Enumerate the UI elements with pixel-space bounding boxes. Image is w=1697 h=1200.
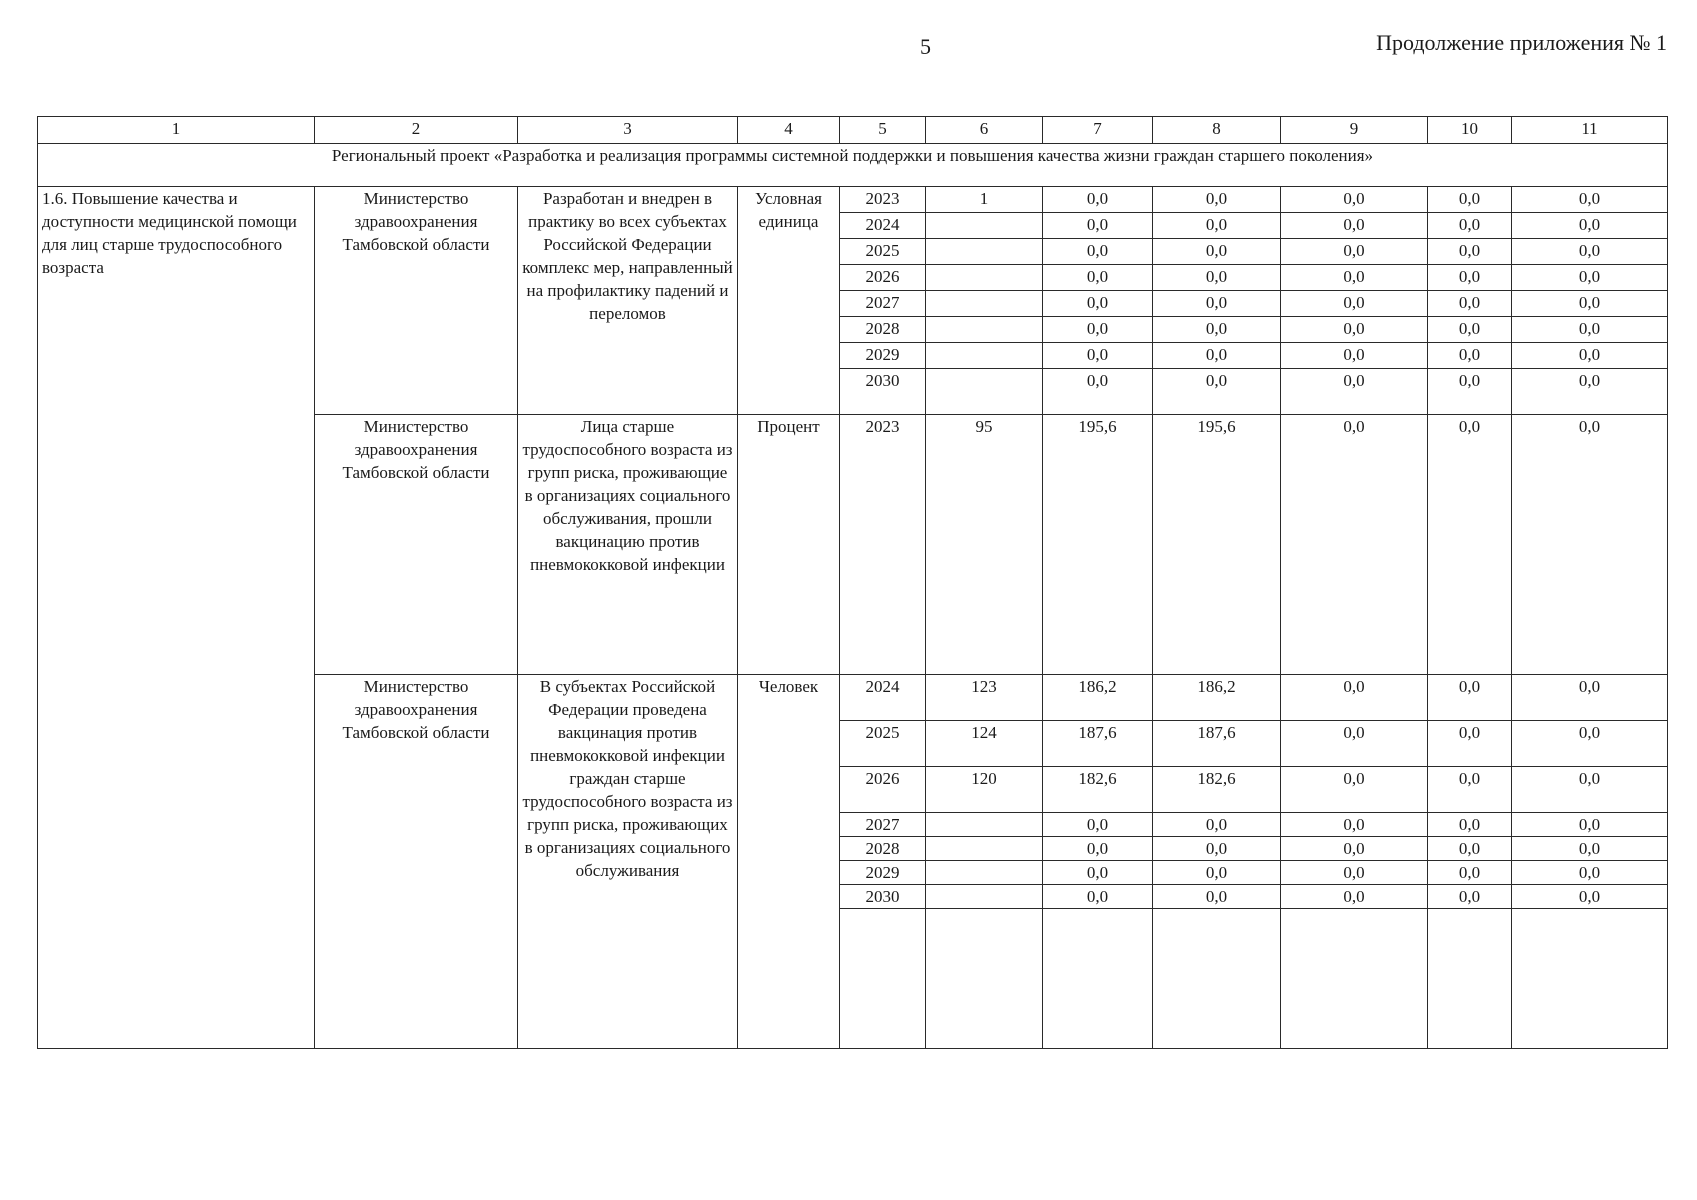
amount-cell: 186,2: [1043, 675, 1153, 721]
amount-cell: 0,0: [1281, 885, 1428, 909]
amount-cell: 0,0: [1281, 291, 1428, 317]
amount-cell: 0,0: [1512, 343, 1668, 369]
amount-cell: 0,0: [1428, 813, 1512, 837]
column-header: 2: [315, 117, 518, 144]
amount-cell: 0,0: [1512, 317, 1668, 343]
year-cell: 2030: [840, 369, 926, 415]
amount-cell: 0,0: [1281, 415, 1428, 675]
amount-cell: 0,0: [1428, 767, 1512, 813]
amount-cell: 0,0: [1281, 317, 1428, 343]
amount-cell: 0,0: [1512, 767, 1668, 813]
unit-cell: Процент: [738, 415, 840, 675]
executor-cell: Министерство здравоохранения Тамбовской области: [315, 675, 518, 1049]
value-cell: [926, 813, 1043, 837]
value-cell: [926, 343, 1043, 369]
year-cell: 2023: [840, 187, 926, 213]
appendix-note: Продолжение приложения № 1: [1376, 30, 1667, 55]
amount-cell: 187,6: [1153, 721, 1281, 767]
amount-cell: 186,2: [1153, 675, 1281, 721]
amount-cell: 0,0: [1153, 813, 1281, 837]
value-cell: [926, 239, 1043, 265]
amount-cell: 0,0: [1281, 239, 1428, 265]
result-cell: Разработан и внедрен в практику во всех субъектах Российской Федерации комплекс мер, направленный на профилактику падений и переломов: [518, 187, 738, 415]
amount-cell: 0,0: [1153, 861, 1281, 885]
year-cell: 2026: [840, 767, 926, 813]
value-cell: [926, 317, 1043, 343]
year-cell: 2029: [840, 861, 926, 885]
empty-cell: [1153, 909, 1281, 1049]
amount-cell: 0,0: [1512, 213, 1668, 239]
amount-cell: 0,0: [1043, 885, 1153, 909]
result-cell: В субъектах Российской Федерации проведена вакцинация против пневмококковой инфекции граждан старше трудоспособного возраста из групп риска, проживающих в организациях социального обслуживания: [518, 675, 738, 1049]
amount-cell: 0,0: [1281, 837, 1428, 861]
amount-cell: 0,0: [1512, 187, 1668, 213]
amount-cell: 0,0: [1428, 675, 1512, 721]
empty-cell: [1512, 909, 1668, 1049]
amount-cell: 0,0: [1281, 813, 1428, 837]
amount-cell: 0,0: [1281, 861, 1428, 885]
amount-cell: 0,0: [1512, 885, 1668, 909]
amount-cell: 0,0: [1428, 317, 1512, 343]
amount-cell: 0,0: [1512, 721, 1668, 767]
column-header: 9: [1281, 117, 1428, 144]
amount-cell: 0,0: [1153, 265, 1281, 291]
amount-cell: 0,0: [1153, 317, 1281, 343]
project-title-row: [38, 144, 1668, 187]
amount-cell: 0,0: [1281, 767, 1428, 813]
amount-cell: 0,0: [1281, 187, 1428, 213]
project-title: Региональный проект «Разработка и реализация программы системной поддержки и повышения качества жизни граждан старшего поколения»: [38, 144, 1668, 187]
value-cell: [926, 861, 1043, 885]
amount-cell: 0,0: [1043, 369, 1153, 415]
amount-cell: 0,0: [1153, 187, 1281, 213]
amount-cell: 0,0: [1428, 721, 1512, 767]
column-header: 7: [1043, 117, 1153, 144]
amount-cell: 0,0: [1153, 291, 1281, 317]
value-cell: 120: [926, 767, 1043, 813]
measure-name: 1.6. Повышение качества и доступности медицинской помощи для лиц старше трудоспособного возраста: [38, 187, 315, 1049]
year-cell: 2025: [840, 239, 926, 265]
amount-cell: 0,0: [1043, 317, 1153, 343]
amount-cell: 0,0: [1512, 415, 1668, 675]
amount-cell: 0,0: [1512, 675, 1668, 721]
column-header: 4: [738, 117, 840, 144]
table-row: [38, 187, 1668, 213]
amount-cell: 0,0: [1281, 265, 1428, 291]
empty-cell: [1428, 909, 1512, 1049]
empty-cell: [1281, 909, 1428, 1049]
amount-cell: 0,0: [1428, 187, 1512, 213]
amount-cell: 0,0: [1428, 837, 1512, 861]
amount-cell: 0,0: [1512, 265, 1668, 291]
unit-cell: Человек: [738, 675, 840, 1049]
amount-cell: 0,0: [1512, 813, 1668, 837]
amount-cell: 0,0: [1153, 885, 1281, 909]
amount-cell: 0,0: [1043, 837, 1153, 861]
year-cell: 2029: [840, 343, 926, 369]
value-cell: 95: [926, 415, 1043, 675]
unit-cell: Условная единица: [738, 187, 840, 415]
amount-cell: 195,6: [1043, 415, 1153, 675]
value-cell: [926, 837, 1043, 861]
result-cell: Лица старше трудоспособного возраста из групп риска, проживающие в организациях социального обслуживания, прошли вакцинацию против пневмококковой инфекции: [518, 415, 738, 675]
value-cell: [926, 369, 1043, 415]
amount-cell: 0,0: [1043, 213, 1153, 239]
executor-cell: Министерство здравоохранения Тамбовской области: [315, 187, 518, 415]
year-cell: 2028: [840, 317, 926, 343]
value-cell: 124: [926, 721, 1043, 767]
year-cell: 2026: [840, 265, 926, 291]
amount-cell: 0,0: [1043, 239, 1153, 265]
column-header: 8: [1153, 117, 1281, 144]
amount-cell: 0,0: [1281, 721, 1428, 767]
year-cell: 2025: [840, 721, 926, 767]
amount-cell: 0,0: [1281, 369, 1428, 415]
amount-cell: 0,0: [1043, 265, 1153, 291]
value-cell: [926, 265, 1043, 291]
amount-cell: 0,0: [1153, 369, 1281, 415]
column-header: 11: [1512, 117, 1668, 144]
amount-cell: 0,0: [1512, 291, 1668, 317]
amount-cell: 0,0: [1043, 861, 1153, 885]
amount-cell: 0,0: [1153, 837, 1281, 861]
value-cell: [926, 885, 1043, 909]
amount-cell: 187,6: [1043, 721, 1153, 767]
amount-cell: 0,0: [1153, 343, 1281, 369]
page-number: 5: [920, 34, 931, 59]
executor-cell: Министерство здравоохранения Тамбовской области: [315, 415, 518, 675]
column-header: 3: [518, 117, 738, 144]
amount-cell: 0,0: [1512, 861, 1668, 885]
amount-cell: 0,0: [1428, 213, 1512, 239]
amount-cell: 0,0: [1428, 239, 1512, 265]
amount-cell: 0,0: [1512, 369, 1668, 415]
amount-cell: 0,0: [1428, 415, 1512, 675]
amount-cell: 0,0: [1281, 675, 1428, 721]
amount-cell: 0,0: [1043, 187, 1153, 213]
amount-cell: 0,0: [1428, 885, 1512, 909]
amount-cell: 182,6: [1153, 767, 1281, 813]
column-header: 1: [38, 117, 315, 144]
value-cell: [926, 291, 1043, 317]
amount-cell: 0,0: [1512, 837, 1668, 861]
column-header: 5: [840, 117, 926, 144]
empty-cell: [840, 909, 926, 1049]
amount-cell: 0,0: [1043, 813, 1153, 837]
amount-cell: 195,6: [1153, 415, 1281, 675]
column-header: 6: [926, 117, 1043, 144]
year-cell: 2030: [840, 885, 926, 909]
column-number-row: [38, 117, 1668, 144]
year-cell: 2027: [840, 291, 926, 317]
amount-cell: 0,0: [1428, 265, 1512, 291]
year-cell: 2028: [840, 837, 926, 861]
amount-cell: 0,0: [1153, 213, 1281, 239]
value-cell: [926, 213, 1043, 239]
year-cell: 2024: [840, 675, 926, 721]
amount-cell: 0,0: [1428, 291, 1512, 317]
year-cell: 2024: [840, 213, 926, 239]
value-cell: 1: [926, 187, 1043, 213]
empty-cell: [1043, 909, 1153, 1049]
amount-cell: 0,0: [1428, 369, 1512, 415]
amount-cell: 0,0: [1428, 343, 1512, 369]
amount-cell: 0,0: [1512, 239, 1668, 265]
column-header: 10: [1428, 117, 1512, 144]
amount-cell: 0,0: [1153, 239, 1281, 265]
data-table: [37, 116, 1668, 1049]
amount-cell: 0,0: [1281, 213, 1428, 239]
amount-cell: 182,6: [1043, 767, 1153, 813]
year-cell: 2027: [840, 813, 926, 837]
value-cell: 123: [926, 675, 1043, 721]
amount-cell: 0,0: [1043, 343, 1153, 369]
empty-cell: [926, 909, 1043, 1049]
year-cell: 2023: [840, 415, 926, 675]
amount-cell: 0,0: [1428, 861, 1512, 885]
amount-cell: 0,0: [1281, 343, 1428, 369]
amount-cell: 0,0: [1043, 291, 1153, 317]
